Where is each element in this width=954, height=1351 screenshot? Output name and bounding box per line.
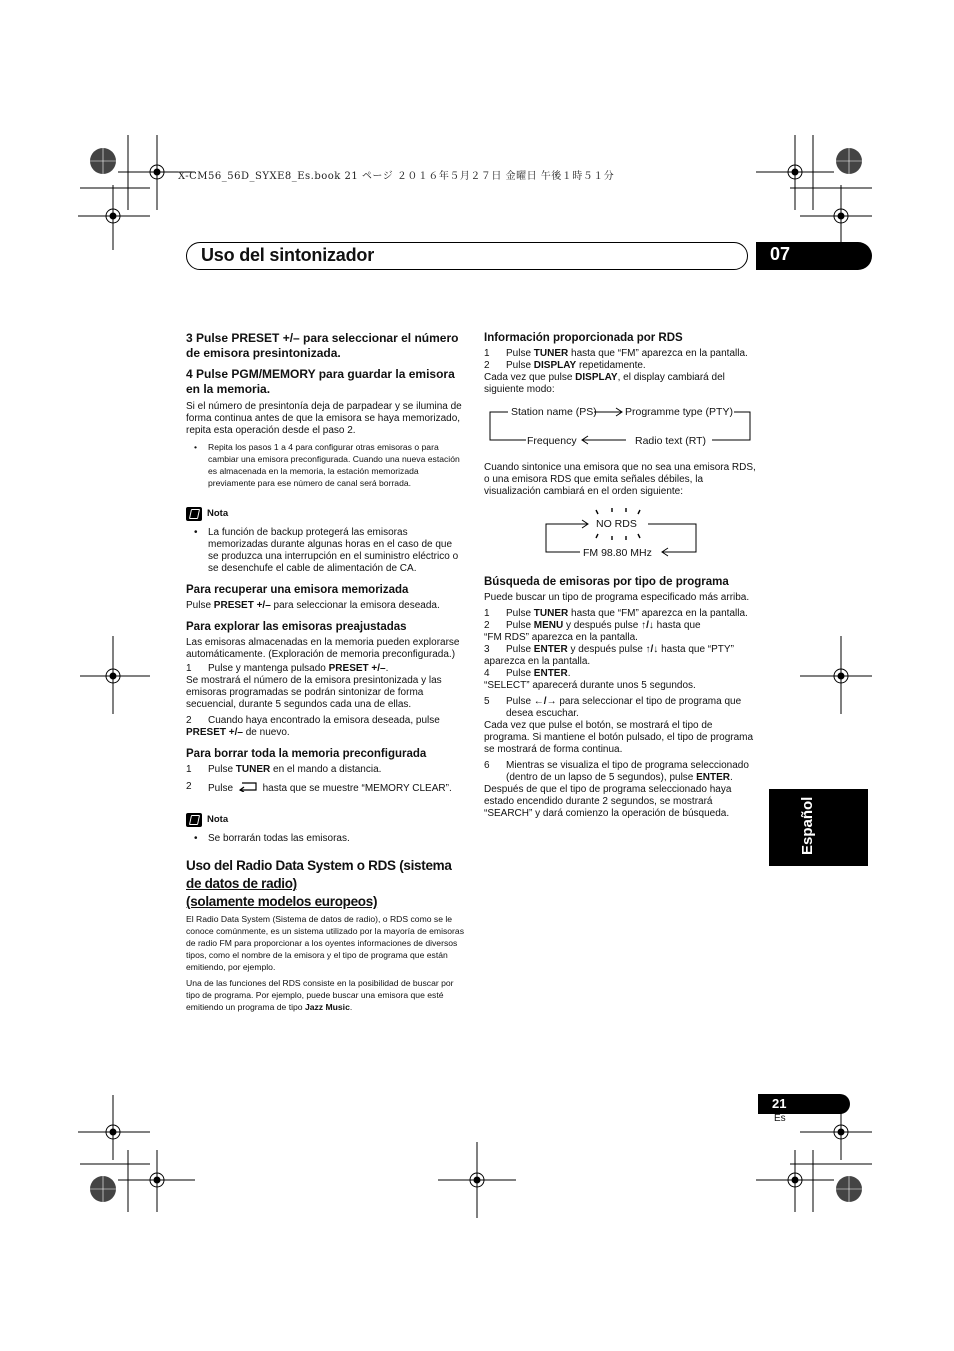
search-heading: Búsqueda de emisoras por tipo de programa bbox=[484, 576, 729, 588]
rds-body-1: El Radio Data System (Sistema de datos de radio), o RDS como se le conoce comúnmente, es un sistema utilizado por la mayoría de emisoras de radio FM para proporcionar a los oyentes informaciones de diversos tipos, como el nombre de la emisora y el tipo de programa que están emitiendo, por ejemplo. bbox=[186, 914, 465, 972]
explore-body: Las emisoras almacenadas en la memoria pueden explorarse automáticamente. (Exploración de memoria preconfigurada.) bbox=[186, 637, 460, 660]
left-right-arrow-icon: ←/→ bbox=[533, 696, 557, 707]
note-1-header bbox=[186, 507, 464, 521]
explore-step-1-body: Se mostrará el número de la emisora presintonizada y las emisoras programadas se podrán sintonizar de forma secuencial, durante 5 segundos cada una de ellas. bbox=[186, 675, 442, 710]
search-step-6-cont: Después de que el tipo de programa seleccionado haya estado encendido durante 2 segundos, se mostrará “SEARCH” y dará comienzo la operación de búsqueda. bbox=[484, 784, 732, 819]
page-title: Uso del sintonizador bbox=[201, 245, 375, 265]
right-column-3 bbox=[484, 575, 760, 824]
bullet-text: Repita los pasos 1 a 4 para configurar otras emisoras o para cambiar una emisora preconfigurada. Cuando una nueva estación es almacenada en la memoria, la estación memorizada previamente para ese número de canal será borrada. bbox=[208, 442, 460, 488]
diagram-frequency: Frequency bbox=[527, 435, 577, 447]
info-body: Cada vez que pulse DISPLAY, el display cambiará del siguiente modo: bbox=[484, 372, 725, 395]
diagram-no-rds: NO RDS bbox=[596, 518, 637, 530]
search-step-1: 1 Pulse TUNER hasta que “FM” aparezca en la pantalla. bbox=[484, 608, 748, 619]
explore-step-2: 2 Cuando haya encontrado la emisora deseada, pulse bbox=[186, 715, 440, 726]
search-step-5: 5 Pulse ←/→ para seleccionar el tipo de programa que desea escuchar. bbox=[484, 696, 742, 719]
page-number-badge bbox=[758, 1094, 850, 1114]
section-title-bar bbox=[186, 242, 748, 270]
search-step-4-cont: “SELECT” aparecerá durante unos 5 segundos. bbox=[484, 680, 696, 691]
chapter-badge bbox=[756, 242, 872, 270]
search-step-5-cont: Cada vez que pulse el botón, se mostrará el tipo de programa. Si mantiene el botón pulsado, el tipo de programa se mostrará de forma continua. bbox=[484, 720, 754, 755]
left-column bbox=[186, 331, 464, 1017]
rds-heading: Uso del Radio Data System o RDS (sistema de datos de radio) (solamente modelos europeos) bbox=[186, 858, 452, 909]
note-label: Nota bbox=[207, 508, 229, 519]
search-step-3-cont: aparezca en la pantalla. bbox=[484, 656, 591, 667]
diagram-fm-frequency: FM 98.80 MHz bbox=[583, 547, 652, 559]
chapter-number: 07 bbox=[770, 244, 791, 264]
language-tab bbox=[769, 789, 868, 866]
explore-step-1: 1 Pulse y mantenga pulsado PRESET +/–. bbox=[186, 663, 389, 674]
bullet-text: Se borrarán todas las emisoras. bbox=[208, 833, 350, 844]
info-heading: Información proporcionada por RDS bbox=[484, 332, 683, 344]
bullet-text: La función de backup protegerá las emisoras memorizadas durante algunas horas en el caso de que se produzca una interrupción en el suministro eléctrico o se desenchufe el cable de alimentación de CA. bbox=[208, 527, 459, 574]
search-step-2: 2 Pulse MENU y después pulse ↑/↓ hasta que bbox=[484, 620, 701, 631]
language-tab-label: Español bbox=[799, 796, 816, 855]
info-step-1: 1 Pulse TUNER hasta que “FM” aparezca en la pantalla. bbox=[484, 348, 748, 359]
return-icon bbox=[238, 781, 258, 792]
search-step-6: 6 Mientras se visualiza el tipo de programa seleccionado (dentro de un lapso de 5 segundos), pulse ENTER. bbox=[484, 760, 749, 783]
recall-heading: Para recuperar una emisora memorizada bbox=[186, 584, 409, 596]
note-icon bbox=[186, 813, 202, 827]
clear-heading: Para borrar toda la memoria preconfigurada bbox=[186, 748, 427, 760]
weak-signal-body: Cuando sintonice una emisora que no sea una emisora RDS, o una emisora RDS que emita señales débiles, la visualización cambiará en el orden siguiente: bbox=[484, 462, 756, 497]
rds-body-2: Una de las funciones del RDS consiste en la posibilidad de buscar por tipo de programa. Por ejemplo, puede buscar una emisora que esté emitiendo un programa de tipo Jazz Music. bbox=[186, 978, 454, 1012]
step-3-heading: 3 Pulse PRESET +/– para seleccionar el número de emisora presintonizada. bbox=[186, 331, 459, 360]
search-step-3: 3 Pulse ENTER y después pulse ↑/↓ hasta que “PTY” bbox=[484, 644, 734, 655]
note-2-bullet bbox=[186, 833, 464, 845]
note-1-bullet bbox=[186, 527, 464, 575]
diagram-radio-text: Radio text (RT) bbox=[635, 435, 706, 447]
search-step-2-cont: “FM RDS” aparezca en la pantalla. bbox=[484, 632, 638, 643]
explore-step-2-cont: PRESET +/– de nuevo. bbox=[186, 727, 290, 738]
note-label: Nota bbox=[207, 814, 229, 825]
search-step-4: 4 Pulse ENTER. bbox=[484, 668, 571, 679]
bullet-dot: • bbox=[194, 442, 198, 452]
step-4-body: Si el número de presintonía deja de parpadear y se ilumina de forma continua antes de que la emisora se haya memorizado, repita esta operación desde el paso 2. bbox=[186, 401, 462, 436]
bullet-dot: • bbox=[194, 833, 198, 844]
diagram-programme-type: Programme type (PTY) bbox=[625, 406, 733, 418]
step-4-heading: 4 Pulse PGM/MEMORY para guardar la emisora en la memoria. bbox=[186, 367, 455, 396]
explore-heading: Para explorar las emisoras preajustadas bbox=[186, 621, 407, 633]
print-header: X-CM56_56D_SYXE8_Es.book 21 ページ ２０１６年５月２７日 金曜日 午後１時５１分 bbox=[178, 171, 615, 182]
diagram-station-name: Station name (PS) bbox=[511, 406, 597, 418]
right-column bbox=[484, 331, 760, 400]
bullet-dot: • bbox=[194, 527, 198, 538]
note-2-header bbox=[186, 813, 464, 827]
step-4-bullet bbox=[186, 441, 464, 489]
right-column-2 bbox=[484, 462, 760, 502]
note-icon bbox=[186, 507, 202, 521]
clear-step-2: 2 Pulse hasta que se muestre “MEMORY CLEAR”. bbox=[186, 781, 452, 794]
page-language-code: Es bbox=[774, 1113, 786, 1124]
up-down-arrow-icon: ↑/↓ bbox=[641, 620, 654, 631]
clear-step-1: 1 Pulse TUNER en el mando a distancia. bbox=[186, 764, 382, 775]
up-down-arrow-icon: ↑/↓ bbox=[645, 644, 659, 655]
recall-body: Pulse PRESET +/– para seleccionar la emisora deseada. bbox=[186, 600, 440, 611]
info-step-2: 2 Pulse DISPLAY repetidamente. bbox=[484, 360, 646, 371]
page-number: 21 bbox=[772, 1096, 787, 1111]
search-intro: Puede buscar un tipo de programa especificado más arriba. bbox=[484, 592, 750, 603]
